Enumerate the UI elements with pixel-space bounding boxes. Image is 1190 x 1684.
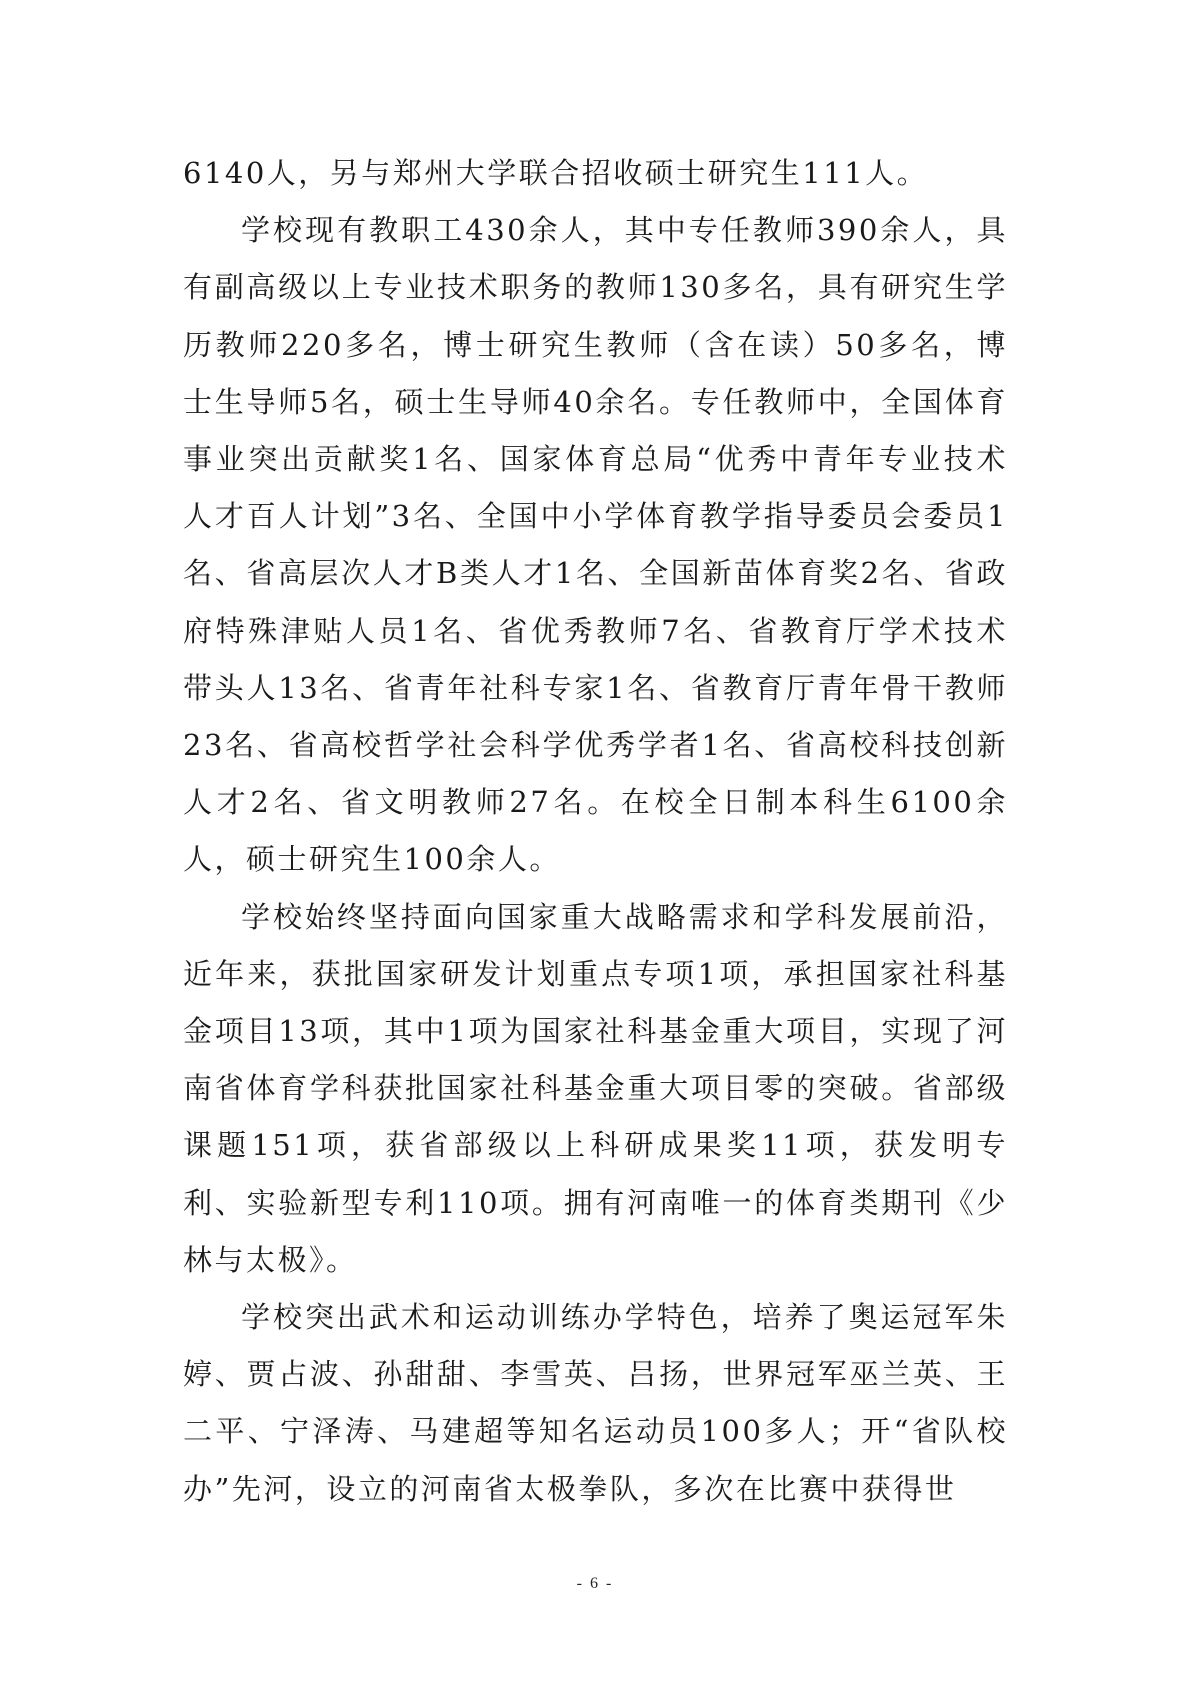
paragraph-research: 学校始终坚持面向国家重大战略需求和学科发展前沿，近年来，获批国家研发计划重点专项1项，承担国家社科基金项目13项，其中1项为国家社科基金重大项目，实现了河南省体育学科获批国家社科基金重大项目零的突破。省部级课题151项，获省部级以上科研成果奖11项，获发明专利、实验新型专利110项。拥有河南唯一的体育类期刊《少林与太极》。 [183, 899, 1008, 1277]
page-number: - 6 - [576, 1575, 614, 1592]
paragraph-enrollment: 6140人，另与郑州大学联合招收硕士研究生111人。 [183, 156, 929, 190]
paragraph-faculty: 学校现有教职工430余人，其中专任教师390余人，具有副高级以上专业技术职务的教师130多名，具有研究生学历教师220多名，博士研究生教师（含在读）50多名，博士生导师5名，硕士生导师40余名。专任教师中，全国体育事业突出贡献奖1名、国家体育总局“优秀中青年专业技术人才百人计划”3名、全国中小学体育教学指导委员会委员1名、省高层次人才B类人才1名、全国新苗体育奖2名、省政府特殊津贴人员1名、省优秀教师7名、省教育厅学术技术带头人13名、省青年社科专家1名、省教育厅青年骨干教师23名、省高校哲学社会科学优秀学者1名、省高校科技创新人才2名、省文明教师27名。在校全日制本科生6100余人，硕士研究生100余人。 [183, 213, 1008, 877]
paragraph-athletics: 学校突出武术和运动训练办学特色，培养了奥运冠军朱婷、贾占波、孙甜甜、李雪英、吕扬，世界冠军巫兰英、王二平、宁泽涛、马建超等知名运动员100多人；开“省队校办”先河，设立的河南省太极拳队，多次在比赛中获得世 [183, 1300, 1008, 1506]
body-text [183, 145, 1008, 1518]
